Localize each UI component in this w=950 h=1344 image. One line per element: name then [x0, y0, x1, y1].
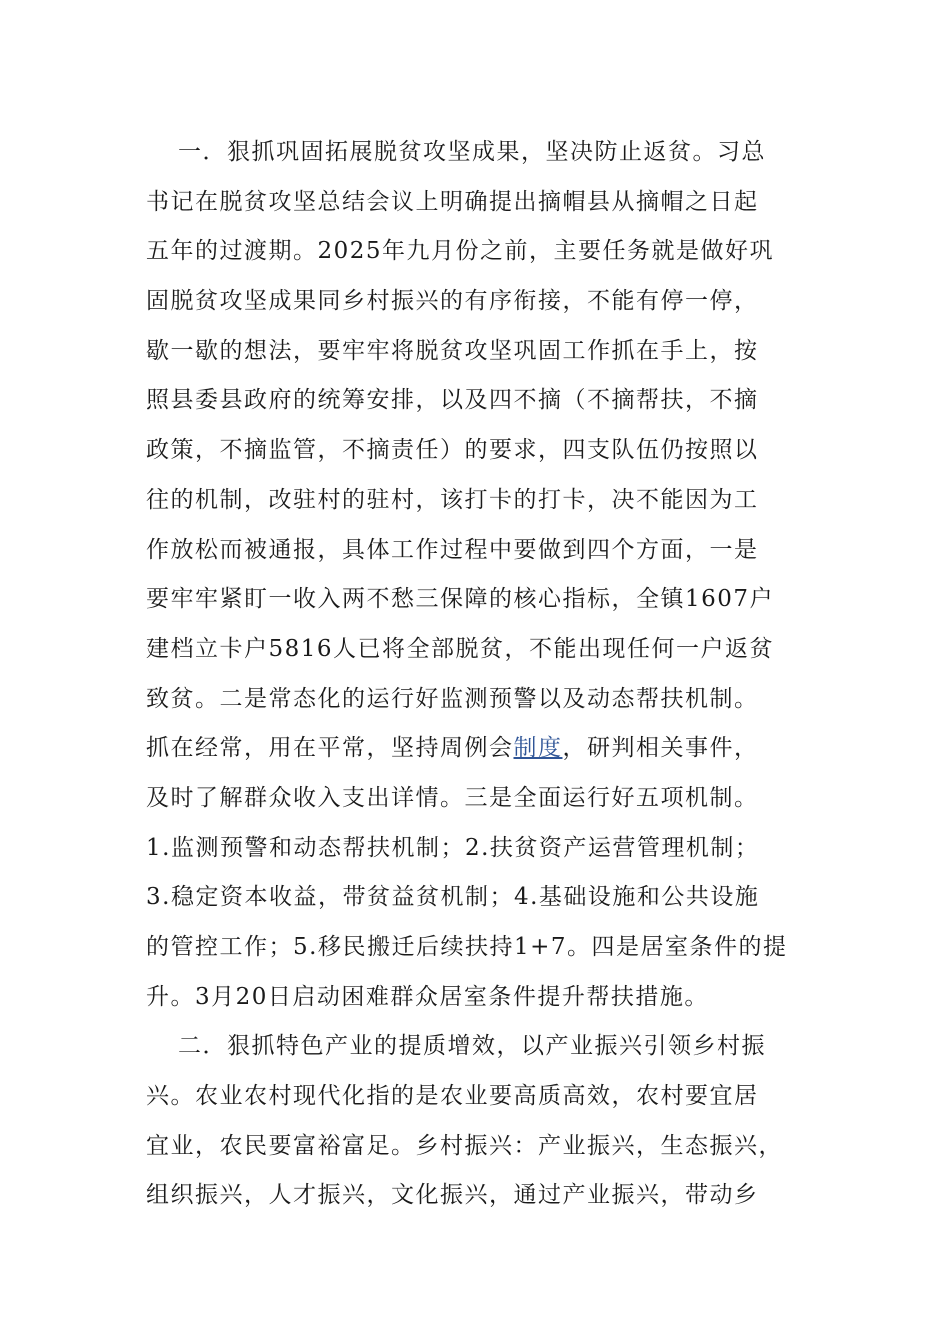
- line-text: 升。3月20日启动困难群众居室条件提升帮扶措施。: [146, 983, 709, 1010]
- text-line: [146, 1072, 806, 1122]
- line-text: 歇一歇的想法，要牢牢将脱贫攻坚巩固工作抓在手上，按: [146, 337, 759, 364]
- text-line: [146, 277, 806, 327]
- line-text: 宜业，农民要富裕富足。乡村振兴：产业振兴，生态振兴，: [146, 1132, 783, 1159]
- text-line: [146, 526, 806, 576]
- text-line: [146, 675, 806, 725]
- line-text: 组织振兴，人才振兴，文化振兴，通过产业振兴，带动乡: [146, 1182, 759, 1209]
- text-line: [146, 873, 806, 923]
- text-line: [146, 923, 806, 973]
- text-line: [146, 376, 806, 426]
- line-text: 书记在脱贫攻坚总结会议上明确提出摘帽县从摘帽之日起: [146, 188, 759, 215]
- document-body: [146, 128, 806, 1221]
- line-text: 抓在经常，用在平常，坚持周例会: [146, 735, 514, 762]
- line-text: 3.稳定资本收益，带贫益贫机制；4.基础设施和公共设施: [146, 884, 760, 911]
- line-text: 五年的过渡期。2025年九月份之前，主要任务就是做好巩: [146, 238, 775, 265]
- line-text: 要牢牢紧盯一收入两不愁三保障的核心指标，全镇1607户: [146, 586, 775, 613]
- text-line: [146, 178, 806, 228]
- line-text: 的管控工作；5.移民搬迁后续扶持1+7。四是居室条件的提: [146, 934, 788, 960]
- text-line: [146, 724, 806, 774]
- line-text: 往的机制，改驻村的驻村，该打卡的打卡，决不能因为工: [146, 486, 759, 513]
- text-line: [146, 1122, 806, 1172]
- text-line: [146, 128, 806, 178]
- line-text: 1.监测预警和动态帮扶机制；2.扶贫资产运营管理机制；: [146, 834, 760, 861]
- line-text: 及时了解群众收入支出详情。三是全面运行好五项机制。: [146, 784, 759, 811]
- line-text: 二．狠抓特色产业的提质增效，以产业振兴引领乡村振: [178, 1033, 766, 1060]
- line-text: 致贫。二是常态化的运行好监测预警以及动态帮扶机制。: [146, 685, 759, 712]
- text-line: [146, 227, 806, 277]
- line-text: 政策，不摘监管，不摘责任）的要求，四支队伍仍按照以: [146, 437, 759, 464]
- text-line: [146, 774, 806, 824]
- text-line: [146, 1022, 806, 1072]
- line-text: 兴。农业农村现代化指的是农业要高质高效，农村要宜居: [146, 1083, 759, 1110]
- text-line: [146, 327, 806, 377]
- line-text-continued: ，研判相关事件，: [562, 735, 759, 762]
- line-text: 作放松而被通报，具体工作过程中要做到四个方面，一是: [146, 536, 759, 563]
- line-text: 固脱贫攻坚成果同乡村振兴的有序衔接，不能有停一停，: [146, 288, 759, 315]
- line-text: 照县委县政府的统筹安排，以及四不摘（不摘帮扶，不摘: [146, 387, 759, 414]
- text-line: [146, 476, 806, 526]
- text-line: [146, 625, 806, 675]
- line-text: 建档立卡户5816人已将全部脱贫，不能出现任何一户返贫: [146, 635, 775, 662]
- text-line: [146, 973, 806, 1023]
- hyperlink[interactable]: 制度: [513, 735, 563, 762]
- text-line: [146, 426, 806, 476]
- text-line: [146, 575, 806, 625]
- text-line: [146, 824, 806, 874]
- line-text: 一．狠抓巩固拓展脱贫攻坚成果，坚决防止返贫。习总: [178, 139, 766, 165]
- text-line: [146, 1171, 806, 1221]
